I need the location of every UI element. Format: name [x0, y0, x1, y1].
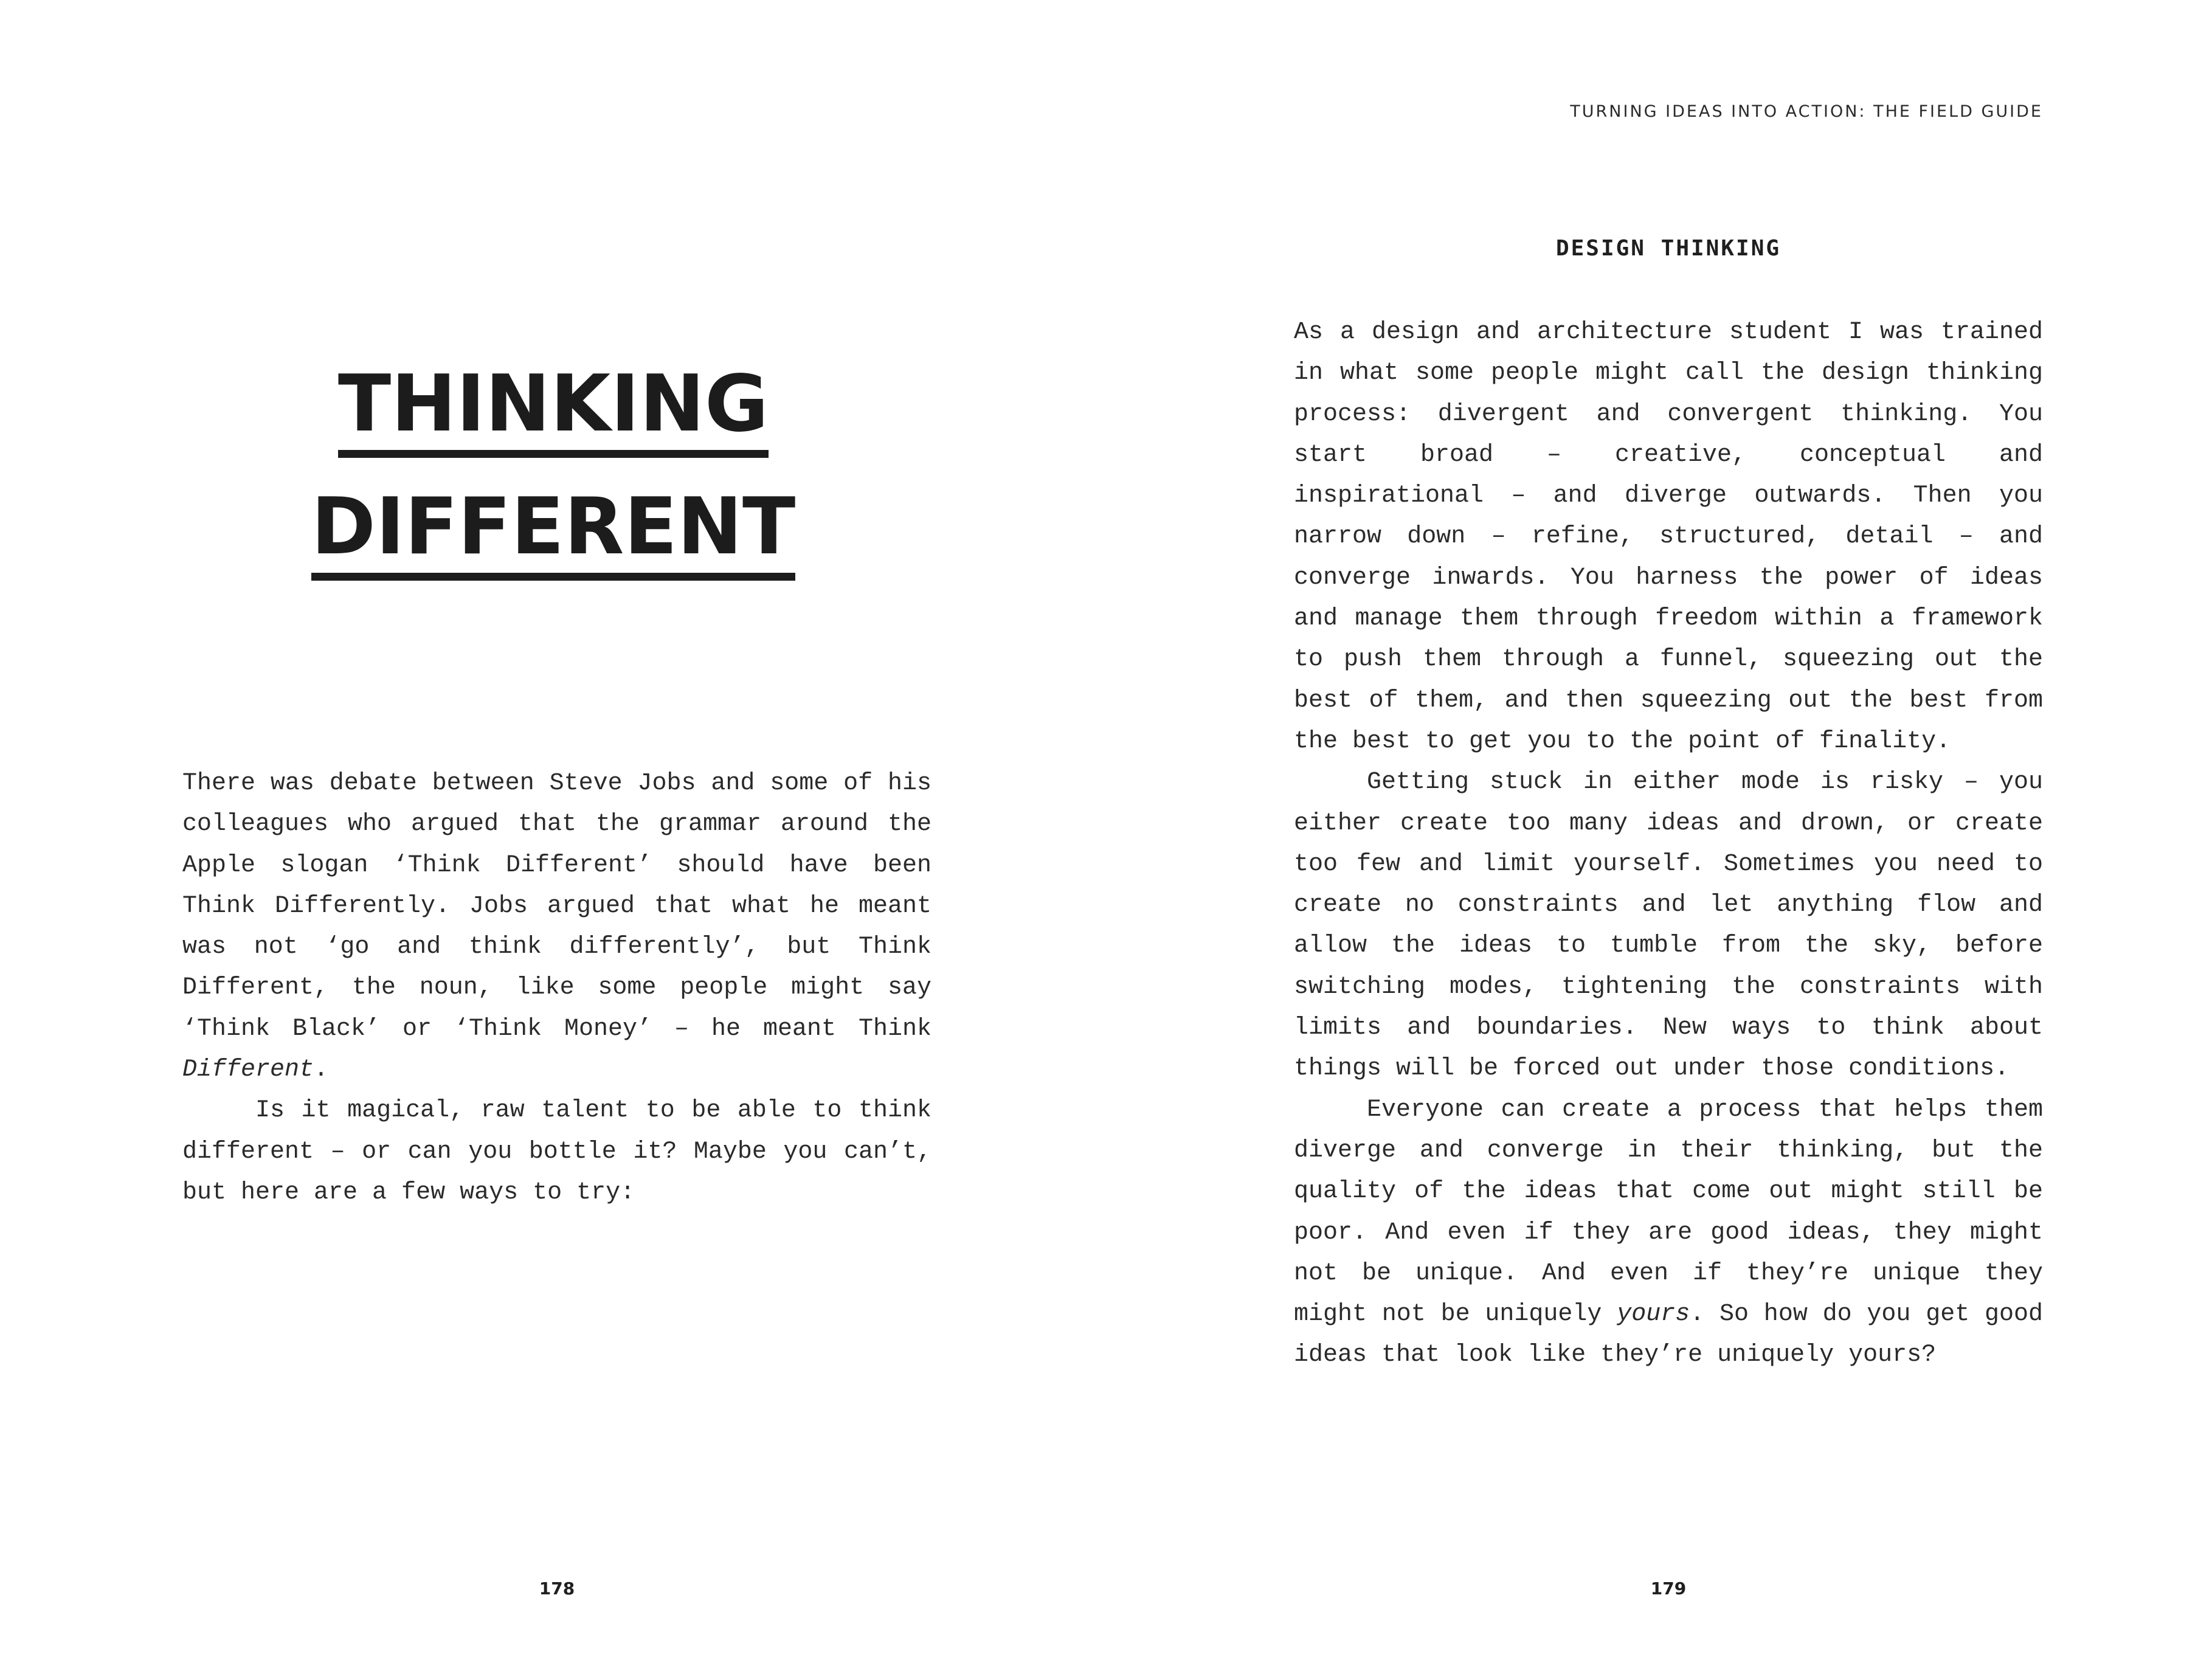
paragraph	[1294, 1090, 2043, 1376]
paragraph-text: There was debate between Steve Jobs and some of his colleagues who argued that the grammar around the Apple slogan ‘Think Different’ should have been Think Differently. Jobs argued that what he meant was not ‘go and think differently’, but Think Different, the noun, like some people might say ‘Think Black’ or ‘Think Money’ – he meant Think	[182, 770, 931, 1043]
chapter-title	[0, 344, 1107, 589]
page-number: 179	[1650, 1578, 1687, 1599]
emphasis-text: Different	[182, 1056, 314, 1084]
paragraph	[182, 763, 931, 1090]
paragraph-text: Is it magical, raw talent to be able to think different – or can you bottle it? Maybe you can’t, but here are a few ways to try:	[182, 1097, 931, 1206]
paragraph-text: Getting stuck in either mode is risky – you either create too many ideas and drown, or create too few and limit yourself. Sometimes you need to create no constraints and let anything flow and allow the ideas to tumble from the sky, before switching modes, tightening the constraints with limits and boundaries. New ways to think about things will be forced out under those conditions.	[1294, 769, 2043, 1083]
emphasis-text: yours	[1617, 1301, 1690, 1329]
left-body-text	[182, 763, 931, 1213]
section-heading: DESIGN THINKING	[1555, 236, 1782, 261]
running-head: TURNING IDEAS INTO ACTION: THE FIELD GUIDE	[1570, 102, 2043, 121]
right-body-text	[1294, 312, 2043, 1376]
paragraph-text: .	[314, 1056, 329, 1084]
paragraph-text: . So how do you get good ideas that look like they’re uniquely yours?	[1294, 1301, 2043, 1369]
paragraph	[1294, 762, 2043, 1089]
paragraph-text: Everyone can create a process that helps them diverge and converge in their thinking, but the quality of the ideas that come out might still be poor. And even if they are good ideas, they might not be unique. And even if they’re unique they might not be uniquely	[1294, 1096, 2043, 1329]
right-page	[1099, 0, 2198, 1680]
page-number: 178	[539, 1578, 575, 1599]
paragraph	[1294, 312, 2043, 762]
chapter-title-line-2: DIFFERENT	[311, 482, 796, 581]
paragraph-text: As a design and architecture student I was trained in what some people might call the design thinking process: divergent and convergent thinking. You start broad – creative, conceptual and inspirational – and diverge outwards. Then you narrow down – refine, structured, detail – and converge inwards. You harness the power of ideas and manage them through freedom within a framework to push them through a funnel, squeezing out the best of them, and then squeezing out the best from the best to get you to the point of finality.	[1294, 319, 2043, 755]
chapter-title-line-1: THINKING	[338, 359, 769, 458]
paragraph	[182, 1090, 931, 1213]
